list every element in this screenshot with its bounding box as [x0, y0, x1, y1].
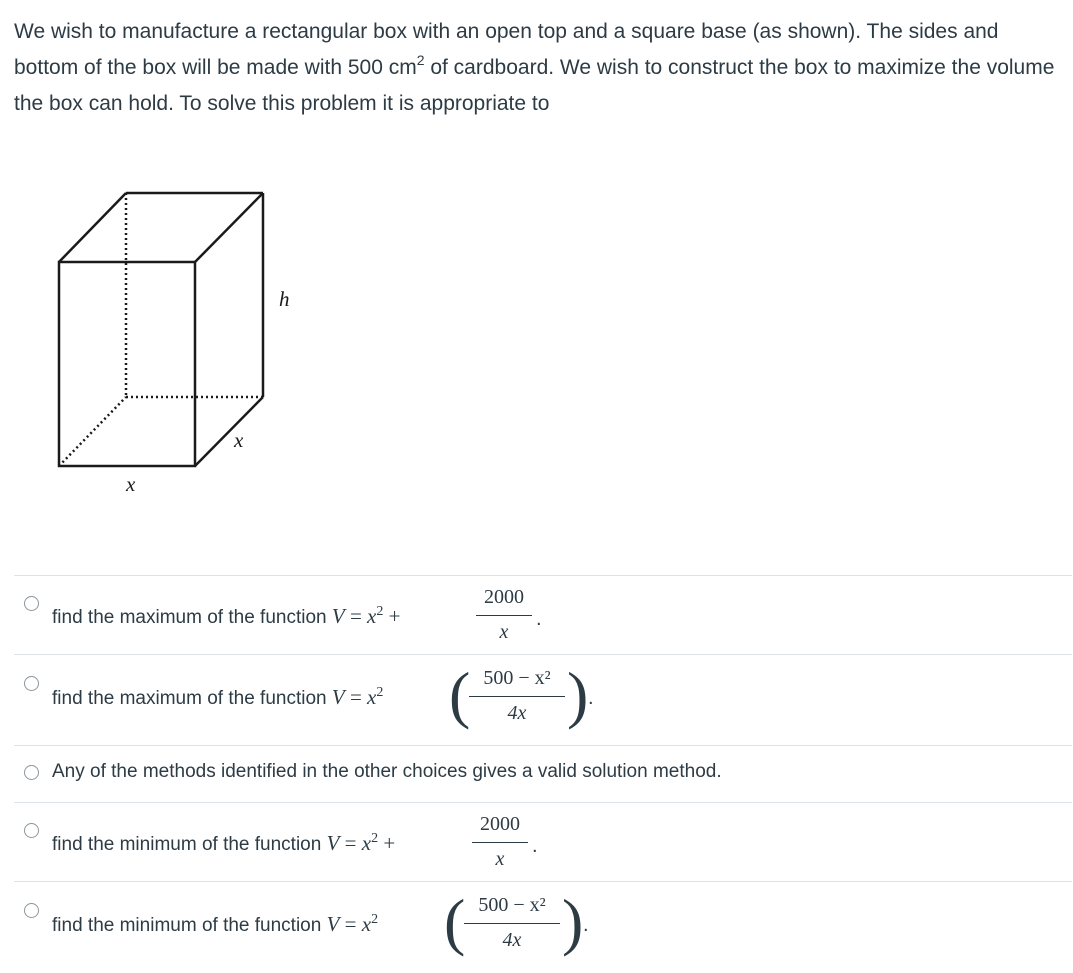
answer-3-radio[interactable]: [24, 765, 39, 780]
label-x-front: x: [126, 472, 136, 496]
answer-3-text: Any of the methods identified in the other choices gives a valid solution method.: [52, 761, 722, 782]
label-h: h: [279, 287, 290, 311]
answer-1-label: find the maximum of the function: [52, 607, 327, 628]
answer-4-label: find the minimum of the function: [52, 834, 322, 855]
question-superscript: 2: [416, 52, 425, 68]
answer-5-left-paren: (: [444, 886, 466, 957]
answer-1-equation: [332, 604, 401, 628]
answer-choice-4[interactable]: [14, 802, 1072, 882]
answer-2-right-paren: ): [567, 659, 589, 730]
answer-5-var: V: [326, 912, 340, 936]
answer-5-fraction-bar: [464, 923, 560, 924]
box-diagram: [50, 180, 290, 500]
answer-2-period: .: [588, 687, 594, 709]
answer-4-base: x: [361, 831, 372, 855]
question-text: [14, 14, 1064, 122]
answer-4-pow: 2: [371, 831, 379, 846]
box-hidden-diagonal-edge: [59, 397, 126, 466]
label-x-side: x: [234, 428, 244, 452]
answer-1-fraction: [476, 586, 532, 644]
answer-2-left-paren: (: [449, 659, 471, 730]
answer-4-numerator: 2000: [480, 813, 520, 835]
answer-4-text: [52, 831, 395, 856]
answer-1-radio[interactable]: [24, 596, 39, 611]
answer-1-denominator: x: [499, 621, 509, 643]
answer-4-equation: [327, 831, 396, 855]
answer-4-denominator: x: [495, 848, 505, 870]
answer-5-fraction: [464, 894, 560, 952]
question-part2: of cardboard. We wish to construct the box to maximize the volume the box can hold. To solve this problem it is appropriate to: [14, 56, 1055, 115]
answer-5-radio[interactable]: [24, 903, 39, 918]
answer-5-period: .: [583, 914, 589, 936]
answer-2-denominator: 4x: [507, 702, 527, 724]
answer-2-pow: 2: [376, 685, 384, 700]
answer-4-op: +: [383, 831, 396, 855]
answer-choice-5[interactable]: [14, 881, 1072, 972]
answer-2-equation: [332, 685, 384, 709]
answer-5-pow: 2: [371, 912, 379, 927]
answer-5-equation: [327, 912, 379, 936]
answer-2-fraction-bar: [469, 696, 565, 697]
box-top-left-edge: [59, 193, 126, 262]
answer-2-base: x: [367, 685, 377, 709]
answer-4-fraction: [472, 813, 528, 871]
answer-4-eq: =: [344, 831, 357, 855]
answer-choice-3[interactable]: [14, 745, 1072, 803]
answer-5-eq: =: [344, 912, 357, 936]
box-top-right-edge: [195, 193, 263, 262]
answer-5-denominator: 4x: [502, 929, 522, 951]
answer-4-radio[interactable]: [24, 823, 39, 838]
answer-choice-2[interactable]: [14, 654, 1072, 746]
answer-5-right-paren: ): [562, 886, 584, 957]
answer-4-fraction-bar: [472, 842, 528, 843]
answer-1-base: x: [367, 604, 377, 628]
answer-1-text: [52, 604, 400, 629]
answer-5-text: [52, 912, 378, 937]
question-part1: We wish to manufacture a rectangular box with an open top and a square base (as shown). The sides and bottom of the box will be made with 500 cm: [14, 20, 999, 79]
answer-1-fraction-bar: [476, 615, 532, 616]
answer-1-period: .: [536, 608, 542, 630]
answer-2-label: find the maximum of the function: [52, 688, 327, 709]
answer-2-text: [52, 685, 383, 710]
box-bottom-right-edge: [195, 397, 263, 466]
answer-4-period: .: [532, 835, 538, 857]
answer-1-var: V: [331, 604, 345, 628]
answer-4-var: V: [326, 831, 340, 855]
answer-1-pow: 2: [376, 604, 384, 619]
answer-2-var: V: [331, 685, 345, 709]
answer-2-radio[interactable]: [24, 676, 39, 691]
answer-1-op: +: [388, 604, 401, 628]
answer-choice-1[interactable]: [14, 575, 1072, 655]
answer-1-numerator: 2000: [484, 586, 524, 608]
answer-2-fraction: [469, 667, 565, 725]
answer-5-label: find the minimum of the function: [52, 915, 322, 936]
answer-5-numerator: 500 − x²: [478, 894, 546, 916]
answer-2-eq: =: [349, 685, 362, 709]
answer-2-numerator: 500 − x²: [483, 667, 551, 689]
answer-1-eq: =: [349, 604, 362, 628]
answer-5-base: x: [361, 912, 372, 936]
